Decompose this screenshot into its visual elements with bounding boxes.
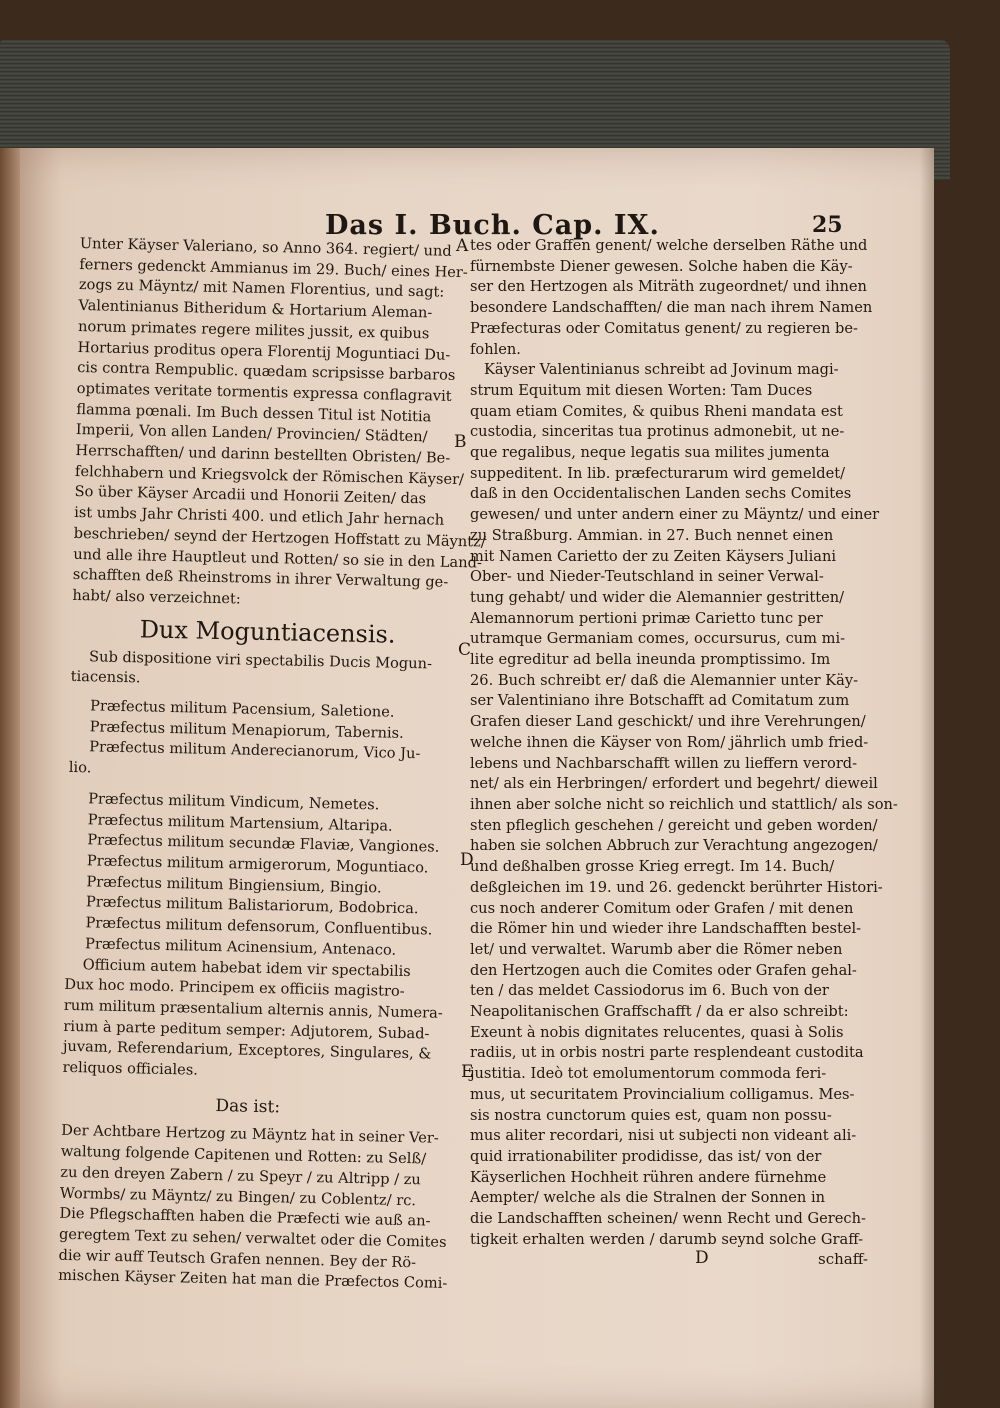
text-line: und deßhalben grosse Krieg erregt. Im 14. Buch/ (470, 858, 835, 876)
text-line: mit Namen Carietto der zu Zeiten Käysers Juliani (470, 547, 837, 565)
text-line: fürnembste Diener gewesen. Solche haben die Käy- (470, 257, 853, 275)
list-item: Præfectus militum Anderecianorum, Vico Ju- (89, 738, 421, 763)
text-line: Der Achtbare Hertzog zu Mäyntz hat in seiner Ver- (61, 1122, 439, 1148)
list-item: Præfectus militum Menapiorum, Tabernis. (89, 718, 404, 742)
text-line: cis contra Rempublic. quædam scripsisse barbaros (77, 359, 456, 385)
text-line: felchhabern und Kriegsvolck der Römischen Käyser/ (74, 462, 465, 488)
text-line: norum primates regere milites jussit, ex quibus (77, 317, 430, 343)
text-line: habt/ also verzeichnet: (72, 586, 241, 608)
text-line: Wormbs/ zu Mäyntz/ zu Bingen/ zu Coblentz/ rc. (59, 1184, 417, 1209)
text-line: Alemannorum pertioni primæ Carietto tunc per (470, 609, 823, 627)
text-line: beschrieben/ seynd der Hertzogen Hoffstatt zu Mäyntz/ (73, 524, 486, 551)
text-line: zogs zu Mäyntz/ mit Namen Florentius, und sagt: (78, 276, 445, 302)
text-line: Die Pflegschafften haben die Præfecti wie auß an- (59, 1205, 431, 1230)
text-line: quid irrationabiliter prodidisse, das ist/ von der (470, 1147, 822, 1165)
text-line: Exeunt à nobis dignitates relucentes, quasi à Solis (470, 1023, 844, 1041)
list-item: Præfectus militum Bingiensium, Bingio. (86, 872, 382, 897)
text-line: Käyser Valentinianus schreibt ad Jovinum magi- (484, 361, 839, 379)
text-line: die Landschafften scheinen/ wenn Recht und Gerech- (470, 1210, 866, 1228)
german-paragraph (58, 1121, 448, 1294)
text-line: Officium autem habebat idem vir spectabilis (82, 955, 411, 980)
text-line: custodia, sinceritas tua protinus admonebit, ut ne- (470, 423, 845, 441)
text-line: fohlen. (470, 340, 521, 358)
text-line: lebens und Nachbarschafft willen zu lieffern verord- (470, 754, 858, 772)
list-item: Præfectus militum Balistariorum, Bodobrica. (85, 893, 419, 918)
text-line: Herrschafften/ und darinn bestellten Obristen/ Be- (75, 441, 451, 467)
text-line: justitia. Ideò tot emolumentorum commoda feri- (470, 1065, 827, 1083)
text-line: Aempter/ welche als die Stralnen der Sonnen in (470, 1189, 826, 1207)
text-line: juvam, Referendarium, Exceptores, Singulares, & (62, 1038, 432, 1063)
text-line: tiacensis. (70, 668, 141, 687)
text-line: sten pfleglich geschehen / gereicht und geben worden/ (470, 816, 878, 834)
text-line: Ober- und Nieder-Teutschland in seiner Verwal- (470, 568, 824, 586)
text-line: let/ und verwaltet. Warumb aber die Römer neben (470, 940, 843, 958)
text-line: tung gehabt/ und wider die Alemannier gestritten/ (470, 588, 845, 606)
list-item: lio. (68, 759, 92, 777)
text-line: mus, ut securitatem Provincialium colligamus. Mes- (470, 1085, 855, 1103)
text-line: rium à parte peditum semper: Adjutorem, Subad- (63, 1017, 430, 1043)
margin-letter-c: C (458, 640, 472, 660)
text-line: net/ als ein Herbringen/ erfordert und begehrt/ dieweil (470, 775, 878, 793)
running-header: Das I. Buch. Cap. IX. (325, 210, 660, 241)
text-line: tes oder Graffen genent/ welche derselben Räthe und (470, 237, 868, 254)
text-line: gewesen/ und unter andern einer zu Mäyntz/ und einer (470, 506, 880, 524)
list-item: Præfectus militum Martensium, Altaripa. (87, 810, 393, 835)
text-line: die Römer hin und wieder ihre Landschafften bestel- (470, 920, 862, 938)
text-line: ist umbs Jahr Christi 400. und etlich Jahr hernach (73, 504, 445, 529)
text-line: radiis, ut in orbis nostri parte resplendeant custodita (470, 1044, 864, 1062)
text-line: Sub dispositione viri spectabilis Ducis Mogun- (88, 647, 433, 673)
text-line: mus aliter recordari, nisi ut subjecti non videant ali- (470, 1127, 857, 1145)
list-item: Præfectus militum Vindicum, Nemetes. (87, 790, 380, 814)
text-line: Grafen dieser Land geschickt/ und ihre Verehrungen/ (470, 713, 866, 731)
list-item: Præfectus militum secundæ Flaviæ, Vangiones. (87, 831, 440, 856)
text-line: tigkeit erhalten werden / darumb seynd solche Graff- (470, 1230, 864, 1248)
margin-letter-e: E (461, 1062, 474, 1082)
text-line: Käyserlichen Hochheit rühren andere fürnehme (470, 1168, 827, 1186)
text-line: welche ihnen die Käyser von Rom/ jährlich umb fried- (470, 733, 869, 751)
text-line: ser den Hertzogen als Miträth zugeordnet/ und ihnen (470, 278, 867, 296)
text-line: Unter Käyser Valeriano, so Anno 364. regiert/ und (79, 234, 452, 260)
text-line: Præfecturas oder Comitatus genent/ zu regieren be- (470, 319, 858, 337)
text-line: schafften deß Rheinstroms in ihrer Verwaltung ge- (72, 566, 449, 592)
sub-dispositione (70, 647, 443, 696)
das-ist-heading: Das ist: (215, 1095, 281, 1118)
text-line: lite egreditur ad bella ineunda promptissimo. Im (470, 651, 831, 669)
text-line: mischen Käyser Zeiten hat man die Præfectos Comi- (58, 1267, 448, 1293)
text-line: die wir auff Teutsch Grafen nennen. Bey der Rö- (58, 1246, 417, 1271)
text-line: optimates veritate tormentis expressa conflagravit (76, 379, 452, 405)
text-line: waltung folgende Capitenen und Rotten: zu Selß/ (60, 1142, 427, 1168)
text-line: ten / das meldet Cassiodorus im 6. Buch von der (470, 982, 829, 1000)
text-line: haben sie solchen Abbruch zur Verachtung angezogen/ (470, 837, 878, 855)
text-line: Neapolitanischen Graffschafft / da er also schreibt: (470, 1003, 849, 1021)
page-edge-shadow (920, 148, 934, 1408)
prefect-list (65, 696, 442, 962)
text-line: Hortarius proditus opera Florentij Moguntiaci Du- (77, 338, 451, 364)
text-line: Valentinianus Bitheridum & Hortarium Aleman- (78, 297, 433, 322)
list-item: Præfectus militum Pacensium, Saletione. (89, 697, 395, 721)
text-line: 26. Buch schreibt er/ daß die Alemannier unter Käy- (470, 671, 859, 689)
text-line: flamma pœnali. Im Buch dessen Titul ist Notitia (76, 400, 432, 426)
text-line: ferners gedenckt Ammianus im 29. Buch/ eines Her- (79, 255, 468, 281)
text-line: geregtem Text zu sehen/ verwaltet oder die Comites (58, 1225, 447, 1251)
text-line: den Hertzogen auch die Comites oder Grafen gehal- (470, 961, 857, 979)
text-line: ihnen aber solche nicht so reichlich und stattlich/ als son- (470, 795, 898, 813)
list-item: Præfectus militum armigerorum, Moguntiaco. (86, 852, 429, 877)
text-line: besondere Landschafften/ die man nach ihrem Namen (470, 299, 873, 317)
list-item: Præfectus militum Acinensium, Antenaco. (84, 935, 397, 959)
text-line: zu den dreyen Zabern / zu Speyr / zu Altripp / zu (60, 1163, 421, 1189)
text-line: cus noch anderer Comitum oder Grafen / mit denen (470, 899, 854, 917)
text-line: zu Straßburg. Ammian. in 27. Buch nennet einen (470, 526, 834, 544)
text-line: quam etiam Comites, & quibus Rheni mandata est (470, 402, 843, 420)
text-line: suppeditent. In lib. præfecturarum wird gemeldet/ (470, 464, 846, 482)
margin-letter-d: D (460, 850, 474, 870)
text-line: Imperii, Von allen Landen/ Provincien/ Städten/ (75, 421, 428, 446)
intro-paragraph (72, 234, 486, 614)
list-item: Præfectus militum defensorum, Confluentibus. (85, 914, 433, 939)
officium-paragraph (62, 954, 443, 1086)
text-line: rum militum præsentalium alternis annis, Numera- (63, 996, 443, 1022)
catchword: schaff- (818, 1250, 868, 1268)
left-column (58, 234, 486, 1295)
page-number: 25 (812, 212, 843, 238)
text-line: und alle ihre Hauptleut und Rotten/ so sie in den Land- (73, 545, 483, 572)
text-line: So über Käyser Arcadii und Honorii Zeiten/ das (74, 483, 427, 508)
text-line: strum Equitum mit diesen Worten: Tam Duces (470, 381, 813, 399)
text-line: reliquos officiales. (62, 1058, 199, 1079)
margin-letter-b: B (454, 432, 467, 452)
signature-mark: D (695, 1248, 709, 1268)
text-line: daß in den Occidentalischen Landen sechs Comites (470, 485, 852, 503)
text-line: Dux hoc modo. Principem ex officiis magistro- (64, 976, 405, 1001)
right-column (470, 236, 898, 1250)
section-heading: Dux Moguntiacensis. (139, 614, 396, 649)
text-line: deßgleichen im 19. und 26. gedenckt berührter Histori- (470, 878, 883, 896)
book-gutter (0, 148, 20, 1408)
text-line: que regalibus, neque legatis sua milites jumenta (470, 444, 830, 462)
text-line: sis nostra cunctorum quies est, quam non possu- (470, 1106, 832, 1124)
text-line: utramque Germaniam comes, occursurus, cum mi- (470, 630, 846, 648)
margin-letter-a: A (456, 236, 469, 256)
text-line: ser Valentiniano ihre Botschafft ad Comitatum zum (470, 692, 850, 710)
